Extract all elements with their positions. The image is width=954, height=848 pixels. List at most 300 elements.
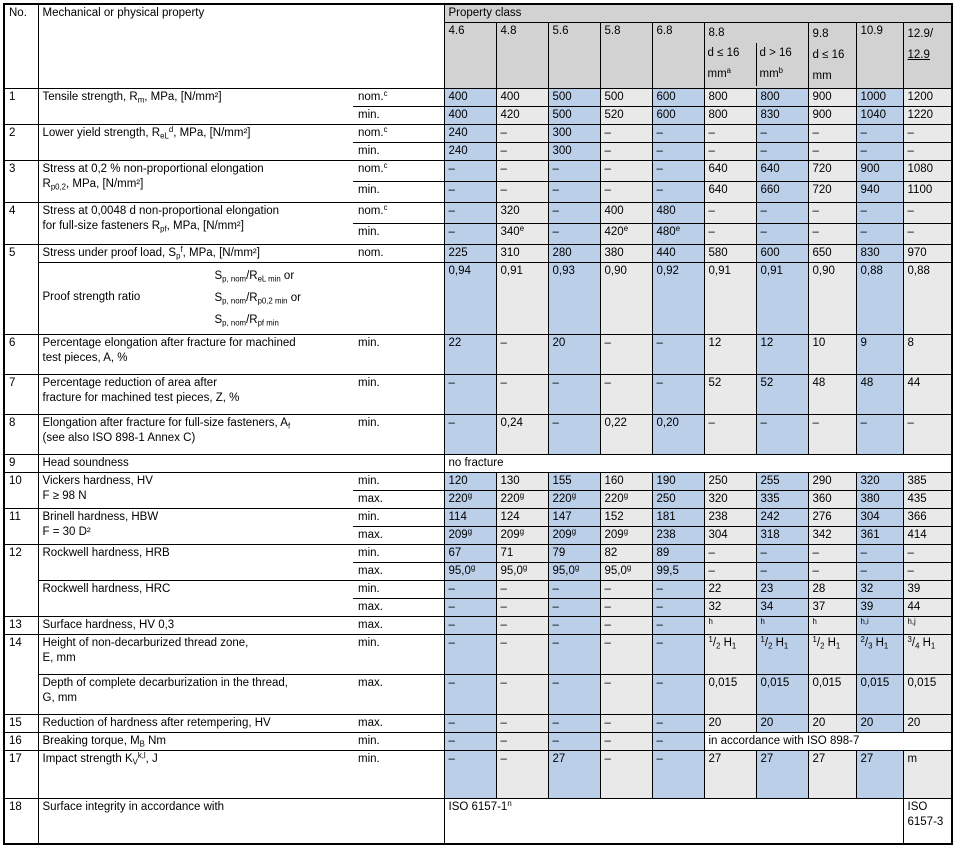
- value-cell: –: [704, 562, 756, 580]
- limit-label: nom.: [353, 244, 444, 262]
- value-cell: 0,24: [496, 414, 548, 454]
- table-header: [4, 4, 952, 88]
- row-number: 6: [4, 334, 38, 374]
- value-cell: 480: [652, 202, 704, 223]
- value-cell: –: [756, 414, 808, 454]
- value-cell: 12: [704, 334, 756, 374]
- value-cell: –: [756, 562, 808, 580]
- value-cell: 27: [856, 750, 903, 798]
- value-cell: –: [548, 580, 600, 598]
- value-cell: –: [496, 374, 548, 414]
- value-cell: –: [756, 142, 808, 160]
- formula-line: $S_{p, nom}/R_{p0,2 min}$ or: [214, 291, 301, 306]
- value-cell: –: [704, 544, 756, 562]
- value-cell: 830: [856, 244, 903, 262]
- value-cell: –: [444, 634, 496, 674]
- value-cell: 89: [652, 544, 704, 562]
- table-row: [4, 202, 952, 223]
- value-cell: $^1/_2$ $H_1$: [808, 634, 856, 674]
- value-cell: 420: [496, 106, 548, 124]
- value-cell: –: [903, 223, 952, 244]
- col-header-property: Mechanical or physical property: [38, 4, 444, 88]
- value-cell: –: [548, 674, 600, 714]
- value-cell: 209$^g$: [548, 526, 600, 544]
- limit-label: min.: [353, 508, 444, 526]
- value-cell: –: [496, 750, 548, 798]
- row-number: 15: [4, 714, 38, 732]
- value-cell: 95,0$^g$: [600, 562, 652, 580]
- table-row: [4, 160, 952, 181]
- value-cell: 95,0$^g$: [444, 562, 496, 580]
- value-cell: –: [444, 750, 496, 798]
- value-cell: –: [756, 124, 808, 142]
- value-cell: –: [496, 634, 548, 674]
- value-cell: 640: [704, 160, 756, 181]
- value-cell: 0,88: [903, 262, 952, 334]
- value-cell: –: [652, 634, 704, 674]
- value-cell: 250: [704, 472, 756, 490]
- value-cell: 28: [808, 580, 856, 598]
- value-cell: 970: [903, 244, 952, 262]
- value-cell: 181: [652, 508, 704, 526]
- value-cell: h: [808, 616, 856, 634]
- table-row: [4, 508, 952, 526]
- limit-label: nom.$^c$: [353, 124, 444, 142]
- limit-label: min.: [353, 106, 444, 124]
- value-cell: 435: [903, 490, 952, 508]
- value-cell: 37: [808, 598, 856, 616]
- value-cell: 300: [548, 124, 600, 142]
- value-cell: $^1/_2$ $H_1$: [704, 634, 756, 674]
- value-cell: 830: [756, 106, 808, 124]
- value-cell: 360: [808, 490, 856, 508]
- property-label: Breaking torque, $M_B$ Nm: [38, 732, 353, 750]
- value-cell: –: [652, 674, 704, 714]
- table-row: [4, 732, 952, 750]
- value-cell: 1080: [903, 160, 952, 181]
- value-cell: –: [903, 142, 952, 160]
- value-cell: 800: [756, 88, 808, 106]
- row-number: 11: [4, 508, 38, 544]
- value-cell: 1220: [903, 106, 952, 124]
- property-label: Surface integrity in accordance with: [38, 798, 444, 844]
- row-number: 8: [4, 414, 38, 454]
- value-cell: 32: [704, 598, 756, 616]
- value-cell: 209$^g$: [444, 526, 496, 544]
- value-cell: 32: [856, 580, 903, 598]
- property-label: Reduction of hardness after retempering, HV: [38, 714, 353, 732]
- row-number: 10: [4, 472, 38, 508]
- value-cell: –: [496, 124, 548, 142]
- value-cell: 304: [856, 508, 903, 526]
- value-cell: 99,5: [652, 562, 704, 580]
- value-cell: 44: [903, 598, 952, 616]
- table-row: [4, 124, 952, 142]
- class-8.8-d-gt-16: [756, 43, 808, 86]
- limit-label: min.: [353, 223, 444, 244]
- value-cell: 225: [444, 244, 496, 262]
- value-cell: –: [444, 202, 496, 223]
- value-cell: 320: [856, 472, 903, 490]
- value-cell: 71: [496, 544, 548, 562]
- value-cell: 238: [652, 526, 704, 544]
- value-cell: 52: [704, 374, 756, 414]
- value-cell: 414: [903, 526, 952, 544]
- col-header-property-class: Property class: [444, 4, 952, 22]
- value-cell: 48: [856, 374, 903, 414]
- value-cell: –: [444, 598, 496, 616]
- table-row: [4, 262, 952, 334]
- value-cell: 0,94: [444, 262, 496, 334]
- value-cell: 67: [444, 544, 496, 562]
- value-cell: –: [496, 181, 548, 202]
- table-row: [4, 580, 952, 598]
- value-cell: –: [903, 202, 952, 223]
- table-row: [4, 798, 952, 844]
- value-cell: –: [548, 634, 600, 674]
- value-cell: –: [600, 160, 652, 181]
- value-cell: 800: [704, 106, 756, 124]
- class-header-5.8: 5.8: [600, 22, 652, 88]
- value-cell: –: [600, 124, 652, 142]
- value-cell: 44: [903, 374, 952, 414]
- value-cell: –: [600, 181, 652, 202]
- value-cell: –: [652, 616, 704, 634]
- class-12.9-label-line1: 12.9/: [907, 27, 934, 40]
- value-cell: –: [548, 160, 600, 181]
- limit-label: max.: [353, 674, 444, 714]
- table-row: [4, 616, 952, 634]
- value-cell: –: [652, 374, 704, 414]
- mechanical-properties-table: [3, 3, 953, 845]
- table-row: [4, 544, 952, 562]
- value-cell: –: [496, 732, 548, 750]
- value-cell: 22: [704, 580, 756, 598]
- class-header-6.8: 6.8: [652, 22, 704, 88]
- value-cell: 660: [756, 181, 808, 202]
- value-cell: 310: [496, 244, 548, 262]
- value-cell: –: [856, 124, 903, 142]
- property-label: Rockwell hardness, HRB: [38, 544, 353, 580]
- property-label: Brinell hardness, HBW F = 30 D²: [38, 508, 353, 544]
- value-cell: –: [548, 714, 600, 732]
- value-cell: –: [652, 714, 704, 732]
- class-8.8-d-le-16: [705, 43, 756, 86]
- value-cell: 940: [856, 181, 903, 202]
- value-cell: –: [652, 598, 704, 616]
- value-cell: 720: [808, 181, 856, 202]
- value-cell: 361: [856, 526, 903, 544]
- value-cell: –: [548, 732, 600, 750]
- formula-line: $S_{p, nom}/R_{pf min}$: [214, 313, 279, 328]
- value-cell: 0,88: [856, 262, 903, 334]
- value-cell: –: [652, 181, 704, 202]
- value-cell: 400: [600, 202, 652, 223]
- value-cell: 255: [756, 472, 808, 490]
- value-cell: –: [548, 374, 600, 414]
- value-cell: $^2/_3$ $H_1$: [856, 634, 903, 674]
- value-cell: 20: [704, 714, 756, 732]
- limit-label: min.: [353, 374, 444, 414]
- value-cell: 600: [652, 88, 704, 106]
- property-label: Depth of complete decarburization in the thread, G, mm: [38, 674, 353, 714]
- table-row: [4, 334, 952, 374]
- row-number: 13: [4, 616, 38, 634]
- value-cell: 480e: [652, 223, 704, 244]
- value-cell: 79: [548, 544, 600, 562]
- limit-label: max.: [353, 490, 444, 508]
- table-row: [4, 750, 952, 798]
- value-cell: –: [600, 580, 652, 598]
- value-cell: –: [856, 223, 903, 244]
- value-cell: –: [808, 414, 856, 454]
- value-cell: 242: [756, 508, 808, 526]
- value-cell: –: [600, 732, 652, 750]
- value-cell: 27: [756, 750, 808, 798]
- limit-label: min.: [353, 544, 444, 562]
- value-cell: 342: [808, 526, 856, 544]
- row-number: 3: [4, 160, 38, 202]
- property-label: Elongation after fracture for full-size fasteners, $A_f$ (see also ISO 898-1 Annex C): [38, 414, 353, 454]
- value-cell: 900: [856, 160, 903, 181]
- value-cell: –: [444, 414, 496, 454]
- value-cell: –: [444, 674, 496, 714]
- value-cell: 52: [756, 374, 808, 414]
- value-cell: h,i: [856, 616, 903, 634]
- value-cell: 82: [600, 544, 652, 562]
- value-cell: –: [600, 374, 652, 414]
- row-number: 5: [4, 244, 38, 334]
- limit-label: min.: [353, 732, 444, 750]
- table-body: [4, 88, 952, 844]
- value-cell: –: [808, 544, 856, 562]
- table-row: [4, 374, 952, 414]
- row-number: 16: [4, 732, 38, 750]
- size-unit: mm: [812, 69, 832, 82]
- property-label: Head soundness: [38, 454, 444, 472]
- value-cell: 400: [496, 88, 548, 106]
- value-cell: 0,91: [756, 262, 808, 334]
- value-cell: $^3/_4$ $H_1$: [903, 634, 952, 674]
- property-label-text: Proof strength ratio: [42, 291, 141, 304]
- value-cell: –: [903, 562, 952, 580]
- value-cell: 220$^g$: [496, 490, 548, 508]
- value-cell: 0,015: [856, 674, 903, 714]
- value-cell: –: [903, 414, 952, 454]
- value-cell: 120: [444, 472, 496, 490]
- row-number: 9: [4, 454, 38, 472]
- value-cell: –: [704, 124, 756, 142]
- value-cell: 209$^g$: [600, 526, 652, 544]
- value-cell: 440: [652, 244, 704, 262]
- property-label: Stress under proof load, $S_p^f$, MPa, [N/mm²]: [38, 244, 353, 262]
- value-cell: –: [600, 598, 652, 616]
- value-cell: 0,22: [600, 414, 652, 454]
- value-cell: 290: [808, 472, 856, 490]
- table-row: [4, 454, 952, 472]
- value-cell: 900: [808, 106, 856, 124]
- value-cell: h: [704, 616, 756, 634]
- value-cell: 335: [756, 490, 808, 508]
- value-cell: 22: [444, 334, 496, 374]
- value-cell: 39: [903, 580, 952, 598]
- proof-strength-ratio: [43, 264, 442, 332]
- value-cell: –: [444, 616, 496, 634]
- value-cell: 20: [903, 714, 952, 732]
- value-cell: 12: [756, 334, 808, 374]
- row-number: 18: [4, 798, 38, 844]
- value-cell: –: [548, 223, 600, 244]
- value-cell: 10: [808, 334, 856, 374]
- property-label: Stress at 0,2 % non-proportional elongation $R_{p0,2}$, MPa, [N/mm²]: [38, 160, 353, 202]
- value-cell: –: [856, 562, 903, 580]
- value-cell: 48: [808, 374, 856, 414]
- class-header-4.8: 4.8: [496, 22, 548, 88]
- value-cell: –: [496, 616, 548, 634]
- value-cell: –: [496, 142, 548, 160]
- value-cell: 240: [444, 124, 496, 142]
- value-cell: 0,015: [704, 674, 756, 714]
- value-cell: –: [548, 616, 600, 634]
- value-cell: 650: [808, 244, 856, 262]
- value-cell: 220$^g$: [548, 490, 600, 508]
- value-cell: 124: [496, 508, 548, 526]
- value-cell: 320: [496, 202, 548, 223]
- class-9.8-label: 9.8: [812, 27, 829, 40]
- value-cell: –: [496, 580, 548, 598]
- value-cell: 340e: [496, 223, 548, 244]
- value-cell: 130: [496, 472, 548, 490]
- value-cell: 0,90: [808, 262, 856, 334]
- size-unit: $mm^b$: [759, 66, 784, 80]
- row-number: 1: [4, 88, 38, 124]
- value-cell: 250: [652, 490, 704, 508]
- value-cell: ISO 6157-3: [903, 798, 952, 844]
- value-cell: 0,91: [704, 262, 756, 334]
- value-cell: $^1/_2$ $H_1$: [756, 634, 808, 674]
- col-header-no: No.: [4, 4, 38, 88]
- limit-label: max.: [353, 616, 444, 634]
- value-cell: 400: [444, 106, 496, 124]
- value-cell: 20: [756, 714, 808, 732]
- size-range: d > 16: [759, 46, 792, 59]
- value-cell: 240: [444, 142, 496, 160]
- limit-label: min.: [353, 181, 444, 202]
- value-cell: 220$^g$: [444, 490, 496, 508]
- value-cell: –: [548, 414, 600, 454]
- value-cell: 600: [652, 106, 704, 124]
- value-cell: 304: [704, 526, 756, 544]
- value-cell: –: [496, 334, 548, 374]
- value-cell: –: [444, 374, 496, 414]
- value-cell: –: [548, 202, 600, 223]
- value-cell: –: [444, 732, 496, 750]
- property-label: Percentage reduction of area after fracture for machined test pieces, Z, %: [38, 374, 353, 414]
- value-cell: –: [903, 544, 952, 562]
- limit-label: min.: [353, 634, 444, 674]
- value-cell: –: [756, 202, 808, 223]
- property-label: Impact strength $K_V^{k,l}$, J: [38, 750, 353, 798]
- class-header-12.9: [903, 22, 952, 88]
- header-row-top: [4, 4, 952, 22]
- limit-label: nom.$^c$: [353, 88, 444, 106]
- limit-label: max.: [353, 598, 444, 616]
- property-label: Stress at 0,0048 d non-proportional elongation for full-size fasteners $R_{pf}$, MPa, [N/mm²]: [38, 202, 353, 244]
- property-label: Percentage elongation after fracture for machined test pieces, A, %: [38, 334, 353, 374]
- property-label: Height of non-decarburized thread zone, E, mm: [38, 634, 353, 674]
- value-cell: 95,0$^g$: [548, 562, 600, 580]
- value-cell: 1040: [856, 106, 903, 124]
- value-cell: 238: [704, 508, 756, 526]
- value-cell: –: [652, 732, 704, 750]
- value-cell: –: [600, 714, 652, 732]
- value-cell: –: [496, 714, 548, 732]
- value-cell: 380: [856, 490, 903, 508]
- value-cell: 23: [756, 580, 808, 598]
- table-row: [4, 714, 952, 732]
- value-cell: –: [756, 223, 808, 244]
- value-cell: 900: [808, 88, 856, 106]
- value-cell: 500: [600, 88, 652, 106]
- table-row: [4, 472, 952, 490]
- value-cell: –: [496, 160, 548, 181]
- class-header-8.8: [704, 22, 808, 88]
- value-cell: –: [756, 544, 808, 562]
- table-row: [4, 674, 952, 714]
- row-number: 14: [4, 634, 38, 714]
- value-cell: –: [600, 142, 652, 160]
- value-cell: 20: [808, 714, 856, 732]
- property-label: Rockwell hardness, HRC: [38, 580, 353, 616]
- value-cell: 1100: [903, 181, 952, 202]
- value-cell: –: [652, 334, 704, 374]
- value-cell: 95,0$^g$: [496, 562, 548, 580]
- limit-label: min.: [353, 334, 444, 374]
- value-cell: 34: [756, 598, 808, 616]
- value-cell: –: [496, 598, 548, 616]
- value-cell: 155: [548, 472, 600, 490]
- value-cell: 500: [548, 106, 600, 124]
- value-cell: no fracture: [444, 454, 952, 472]
- value-cell: –: [444, 580, 496, 598]
- class-header-5.6: 5.6: [548, 22, 600, 88]
- value-cell: 147: [548, 508, 600, 526]
- row-number: 4: [4, 202, 38, 244]
- table-row: [4, 244, 952, 262]
- value-cell: 0,20: [652, 414, 704, 454]
- value-cell: 318: [756, 526, 808, 544]
- size-range: d ≤ 16: [707, 46, 740, 59]
- class-header-9.8: [808, 22, 856, 88]
- value-cell: –: [808, 142, 856, 160]
- value-cell: ISO 6157-1$^n$: [444, 798, 903, 844]
- value-cell: m: [903, 750, 952, 798]
- value-cell: 0,91: [496, 262, 548, 334]
- value-cell: 160: [600, 472, 652, 490]
- row-number: 2: [4, 124, 38, 160]
- value-cell: 366: [903, 508, 952, 526]
- value-cell: 1200: [903, 88, 952, 106]
- limit-label: max.: [353, 562, 444, 580]
- row-number: 17: [4, 750, 38, 798]
- value-cell: 0,015: [903, 674, 952, 714]
- value-cell: –: [856, 414, 903, 454]
- value-cell: 27: [548, 750, 600, 798]
- value-cell: –: [903, 124, 952, 142]
- value-cell: –: [548, 598, 600, 616]
- limit-label: min.: [353, 142, 444, 160]
- property-label: [38, 262, 444, 334]
